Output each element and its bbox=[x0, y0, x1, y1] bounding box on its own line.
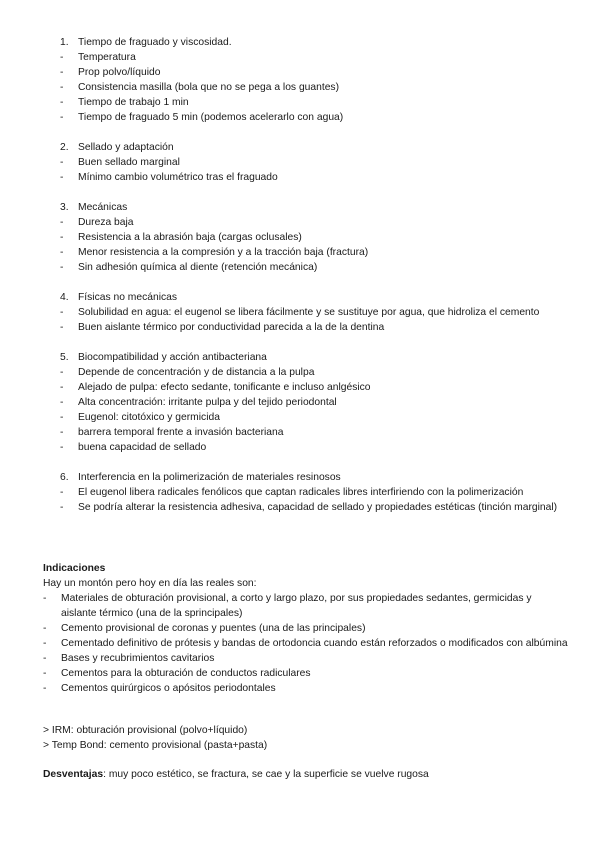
desventajas-text: : muy poco estético, se fractura, se cae y la superficie se vuelve rugosa bbox=[103, 769, 429, 780]
properties-list bbox=[60, 35, 570, 530]
sub-list bbox=[60, 485, 570, 515]
list-item bbox=[60, 425, 570, 440]
list-item-text: Tiempo de fraguado 5 min (podemos acelerarlo con agua) bbox=[78, 112, 344, 123]
list-item bbox=[60, 410, 570, 425]
dash-bullet: - bbox=[60, 262, 64, 273]
list-item bbox=[60, 230, 570, 245]
item-number: 2. bbox=[60, 142, 69, 153]
list-item bbox=[60, 440, 570, 455]
list-item bbox=[60, 65, 570, 80]
dash-bullet: - bbox=[60, 502, 64, 513]
item-title: Biocompatibilidad y acción antibacteriana bbox=[78, 352, 267, 363]
list-item-text: Tiempo de trabajo 1 min bbox=[78, 97, 189, 108]
list-item-text: Sin adhesión química al diente (retención mecánica) bbox=[78, 262, 318, 273]
note-irm: > IRM: obturación provisional (polvo+líquido) bbox=[43, 725, 248, 736]
list-item bbox=[60, 95, 570, 110]
item-number: 4. bbox=[60, 292, 69, 303]
indicaciones-list bbox=[43, 591, 568, 696]
notes-section bbox=[43, 723, 568, 753]
list-item bbox=[60, 260, 570, 275]
numbered-item-heading bbox=[60, 140, 570, 155]
dash-bullet: - bbox=[60, 442, 64, 453]
numbered-item bbox=[60, 350, 570, 455]
list-item-text: Cementos para la obturación de conductos radiculares bbox=[61, 668, 311, 679]
list-item bbox=[60, 50, 570, 65]
list-item-text: Materiales de obturación provisional, a corto y largo plazo, por sus propiedades sedantes, germicidas y aislante térmico (una de la sprincipales) bbox=[61, 593, 532, 619]
list-item bbox=[60, 245, 570, 260]
list-item-text: Solubilidad en agua: el eugenol se libera fácilmente y se sustituye por agua, que hidroliza el cemento bbox=[78, 307, 540, 318]
list-item bbox=[43, 636, 568, 651]
item-number: 5. bbox=[60, 352, 69, 363]
dash-bullet: - bbox=[43, 668, 47, 679]
numbered-item bbox=[60, 290, 570, 335]
dash-bullet: - bbox=[60, 82, 64, 93]
dash-bullet: - bbox=[60, 367, 64, 378]
dash-bullet: - bbox=[43, 638, 47, 649]
dash-bullet: - bbox=[60, 112, 64, 123]
list-item bbox=[60, 320, 570, 335]
item-title: Sellado y adaptación bbox=[78, 142, 174, 153]
numbered-item-heading bbox=[60, 350, 570, 365]
numbered-item bbox=[60, 35, 570, 125]
dash-bullet: - bbox=[60, 217, 64, 228]
dash-bullet: - bbox=[60, 382, 64, 393]
list-item bbox=[60, 215, 570, 230]
list-item-text: Alejado de pulpa: efecto sedante, tonificante e incluso anlgésico bbox=[78, 382, 371, 393]
list-item bbox=[60, 110, 570, 125]
list-item bbox=[60, 380, 570, 395]
note-temp-bond: > Temp Bond: cemento provisional (pasta+pasta) bbox=[43, 740, 268, 751]
list-item bbox=[43, 666, 568, 681]
dash-bullet: - bbox=[60, 52, 64, 63]
numbered-item bbox=[60, 140, 570, 185]
list-item-text: Cementado definitivo de prótesis y bandas de ortodoncia cuando están reforzados o modificados con albúmina bbox=[61, 638, 568, 649]
desventajas-label: Desventajas bbox=[43, 769, 104, 780]
dash-bullet: - bbox=[60, 172, 64, 183]
sub-list bbox=[60, 215, 570, 275]
indicaciones-section bbox=[43, 561, 568, 696]
list-item-text: Alta concentración: irritante pulpa y del tejido periodontal bbox=[78, 397, 337, 408]
item-number: 1. bbox=[60, 37, 69, 48]
item-title: Mecánicas bbox=[78, 202, 128, 213]
item-title: Tiempo de fraguado y viscosidad. bbox=[78, 37, 232, 48]
numbered-item-heading bbox=[60, 200, 570, 215]
list-item-text: Consistencia masilla (bola que no se pega a los guantes) bbox=[78, 82, 340, 93]
list-item-text: Bases y recubrimientos cavitarios bbox=[61, 653, 215, 664]
dash-bullet: - bbox=[60, 487, 64, 498]
dash-bullet: - bbox=[60, 157, 64, 168]
dash-bullet: - bbox=[60, 67, 64, 78]
dash-bullet: - bbox=[43, 683, 47, 694]
numbered-item bbox=[60, 470, 570, 515]
list-item bbox=[60, 80, 570, 95]
list-item bbox=[60, 170, 570, 185]
dash-bullet: - bbox=[43, 593, 47, 604]
list-item-text: Prop polvo/líquido bbox=[78, 67, 161, 78]
list-item bbox=[43, 651, 568, 666]
indicaciones-intro: Hay un montón pero hoy en día las reales son: bbox=[43, 578, 257, 589]
list-item bbox=[43, 621, 568, 636]
list-item-text: Eugenol: citotóxico y germicida bbox=[78, 412, 220, 423]
item-title: Físicas no mecánicas bbox=[78, 292, 178, 303]
item-number: 3. bbox=[60, 202, 69, 213]
sub-list bbox=[60, 365, 570, 455]
list-item bbox=[43, 681, 568, 696]
list-item-text: El eugenol libera radicales fenólicos que captan radicales libres interfiriendo con la polimerización bbox=[78, 487, 524, 498]
indicaciones-heading: Indicaciones bbox=[43, 563, 106, 574]
list-item bbox=[60, 365, 570, 380]
list-item-text: Menor resistencia a la compresión y a la tracción baja (fractura) bbox=[78, 247, 369, 258]
numbered-item-heading bbox=[60, 470, 570, 485]
list-item-text: Dureza baja bbox=[78, 217, 134, 228]
sub-list bbox=[60, 155, 570, 185]
dash-bullet: - bbox=[60, 97, 64, 108]
sub-list bbox=[60, 305, 570, 335]
list-item-text: Cementos quirúrgicos o apósitos periodontales bbox=[61, 683, 276, 694]
dash-bullet: - bbox=[60, 247, 64, 258]
numbered-item-heading bbox=[60, 290, 570, 305]
dash-bullet: - bbox=[60, 322, 64, 333]
list-item-text: buena capacidad de sellado bbox=[78, 442, 207, 453]
list-item-text: Depende de concentración y de distancia a la pulpa bbox=[78, 367, 315, 378]
dash-bullet: - bbox=[43, 623, 47, 634]
numbered-item bbox=[60, 200, 570, 275]
list-item-text: Buen aislante térmico por conductividad parecida a la de la dentina bbox=[78, 322, 385, 333]
list-item bbox=[60, 395, 570, 410]
item-number: 6. bbox=[60, 472, 69, 483]
list-item-text: Se podría alterar la resistencia adhesiva, capacidad de sellado y propiedades estéticas (tinción marginal) bbox=[78, 502, 558, 513]
list-item bbox=[60, 305, 570, 320]
dash-bullet: - bbox=[43, 653, 47, 664]
dash-bullet: - bbox=[60, 397, 64, 408]
sub-list bbox=[60, 50, 570, 125]
list-item-text: Buen sellado marginal bbox=[78, 157, 180, 168]
list-item-text: Resistencia a la abrasión baja (cargas oclusales) bbox=[78, 232, 302, 243]
desventajas-section bbox=[43, 767, 568, 782]
list-item-text: Temperatura bbox=[78, 52, 136, 63]
dash-bullet: - bbox=[60, 412, 64, 423]
numbered-item-heading bbox=[60, 35, 570, 50]
list-item-text: Cemento provisional de coronas y puentes (una de las principales) bbox=[61, 623, 366, 634]
list-item bbox=[43, 591, 568, 621]
list-item bbox=[60, 485, 570, 500]
item-title: Interferencia en la polimerización de materiales resinosos bbox=[78, 472, 341, 483]
list-item-text: Mínimo cambio volumétrico tras el fraguado bbox=[78, 172, 278, 183]
dash-bullet: - bbox=[60, 307, 64, 318]
list-item-text: barrera temporal frente a invasión bacteriana bbox=[78, 427, 284, 438]
list-item bbox=[60, 155, 570, 170]
dash-bullet: - bbox=[60, 232, 64, 243]
dash-bullet: - bbox=[60, 427, 64, 438]
list-item bbox=[60, 500, 570, 515]
